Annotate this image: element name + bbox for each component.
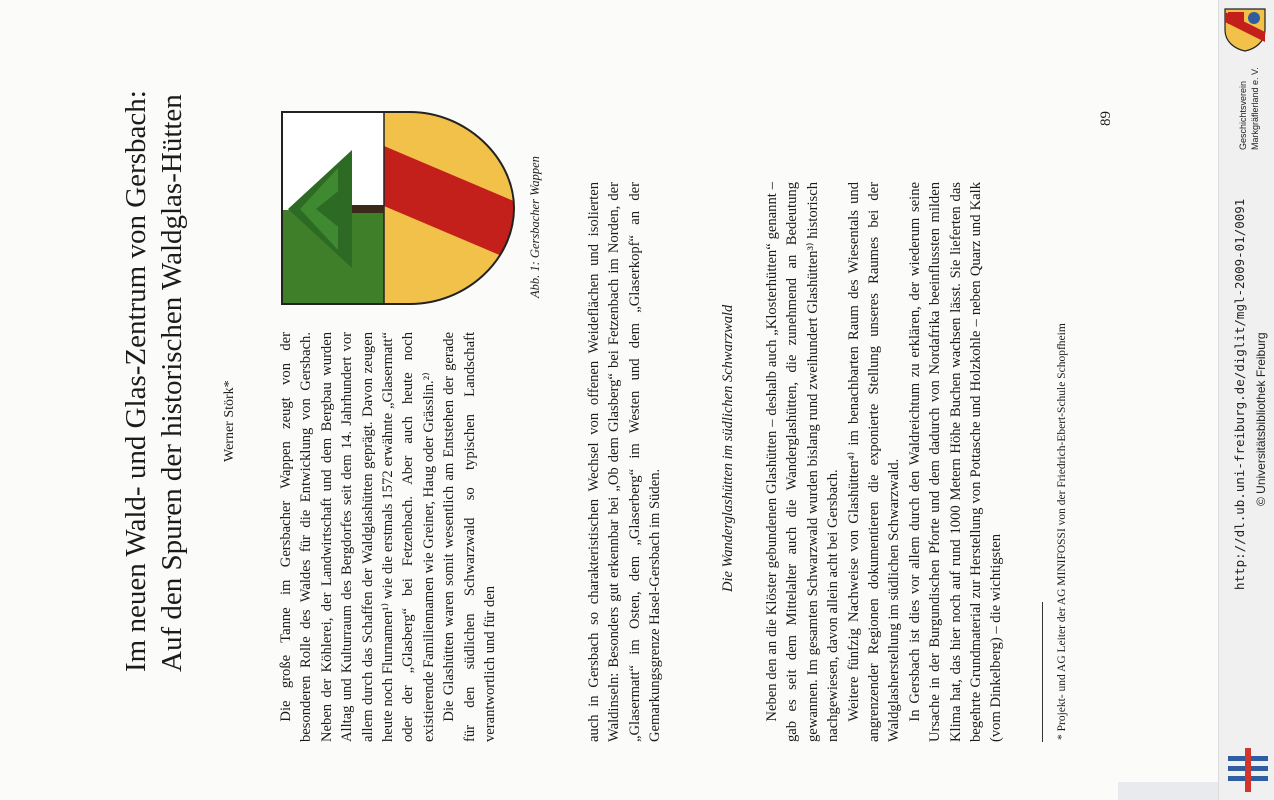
gersbach-coat-of-arms <box>280 110 516 306</box>
paragraph-3: Neben den an die Klöster gebundenen Glashütten – deshalb auch „Klosterhütten“ genannt – gab es seit dem Mittelalter auch die Wanderglashütten, die zunehmend an Bedeutung gewannen. Im gesamten Schwarzwald wurden bislang rund zweihundert Glashütten³⁾ historisch nachgewiesen, davon allein acht bei Gersbach. <box>764 182 842 742</box>
article-title-line2: Auf den Spuren der historischen Waldglas-Hütten <box>156 94 188 672</box>
society-name-line2: Markgräflerland e. V. <box>1250 67 1260 150</box>
section-heading: Die Wanderglashütten im südlichen Schwarzwald <box>720 304 736 592</box>
copyright-notice: © Universitätsbibliothek Freiburg <box>1254 332 1268 506</box>
permalink-url[interactable]: http://dl.ub.uni-freiburg.de/diglit/mgl-2009-01/0091 <box>1232 198 1247 590</box>
footnote: * Projekt- und AG Leiter der AG MINIFOSSI von der Friedrich-Ebert-Schule Schopfheim <box>1056 323 1068 740</box>
ub-freiburg-logo-icon <box>1228 748 1268 792</box>
paragraph-2-end: auch in Gersbach so charakteristischen Wechsel von offenen Weideflächen und isolierten Waldinseln: Besonders gut erkennbar bei „Ob dem Glasberg“ bei Fetzenbach im Norden, der „Glasermatt“ im Osten, dem „Glaserberg“ im Westen und dem „Glaserkopf“ an der Gemarkungsgrenze Hasel-Gersbach im Süden. <box>586 182 664 742</box>
body-column-full <box>584 182 666 742</box>
society-name-line1: Geschichtsverein <box>1238 80 1248 150</box>
paragraph-5: In Gersbach ist dies vor allem durch den Waldreichtum zu erklären, der wiederum seine Ursache in der Burgundischen Pforte und dem dadurch von Nordafrika beeinflussten milden Klima hat, das hier noch auf rund 1000 Metern Höhe Buchen wachsen lässt. Sie lieferten das begehrte Grundmaterial zur Herstellung von Pottasche und Holzkohle – neben Quarz und Kalk (vom Dinkelberg) – die wichtigsten <box>906 182 1005 742</box>
article-author: Werner Störk* <box>222 380 237 462</box>
figure-caption: Abb. 1: Gersbacher Wappen <box>528 156 542 298</box>
paragraph-1: Die große Tanne im Gersbacher Wappen zeugt von der besonderen Rolle des Waldes für die Entwicklung von Gersbach. Neben der Köhlerei, der Landwirtschaft und dem Bergbau wurden Alltag und Kulturraum des Bergdorfes seit dem 14. Jahrhundert vor allem durch das Schaffen der Waldglashütten geprägt. Davon zeugen heute noch Flurnamen¹⁾ wie die erstmals 1572 erwähnte „Glasermatt“ oder der „Glasberg“ bei Fetzenbach. Aber auch heute noch existierende Familiennamen wie Greiner, Haug oder Grässlin.²⁾ <box>278 332 437 742</box>
society-crest-icon <box>1222 6 1268 52</box>
paragraph-4: Weitere fünfzig Nachweise von Glashütten⁴⁾ im benachbarten Raum des Wiesentals und angrenzender Regionen dokumentieren die exponierte Stellung unseres Raumes bei der Waldglasherstellung im südlichen Schwarzwald. <box>845 182 903 742</box>
paragraph-2-start: Die Glashütten waren somit wesentlich am Entstehen der gerade für den südlichen Schwarzwald so typischen Landschaft verantwortlich und für den <box>441 332 499 742</box>
viewer-bottom-strip <box>1118 782 1218 800</box>
footnote-rule <box>1042 602 1043 742</box>
body-column-upper <box>276 332 500 742</box>
page-number: 89 <box>1098 111 1114 126</box>
body-column-section <box>762 182 1007 742</box>
article-title-line1: Im neuen Wald- und Glas-Zentrum von Gersbach: <box>120 90 152 672</box>
